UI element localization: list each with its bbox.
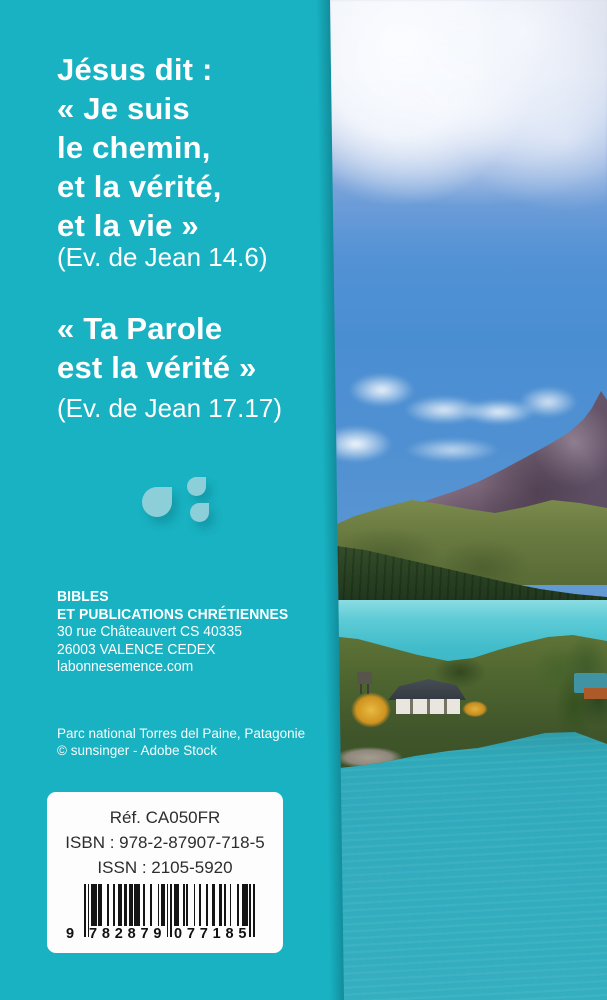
quote-line: « Ta Parole [57, 311, 223, 346]
reference-number: Réf. CA050FR [109, 808, 221, 827]
quote-line: « Je suis [57, 91, 190, 126]
quote-reference: (Ev. de Jean 14.6) [57, 242, 268, 272]
logo-drop-small-bottom-icon [190, 503, 209, 522]
reference-info-box [47, 792, 283, 953]
issn-number: ISSN : 2105-5920 [97, 858, 233, 877]
quote-line: et la vérité, [57, 169, 222, 204]
publisher-block [57, 589, 288, 677]
barcode-digits-left-group: 782879 [89, 926, 167, 942]
isbn-number: ISBN : 978-2-87907-718-5 [65, 833, 265, 852]
photo-yellow-bush [458, 698, 492, 720]
quote-line: le chemin, [57, 130, 211, 165]
publisher-name: ET PUBLICATIONS CHRÉTIENNES [57, 606, 289, 623]
ean13-barcode [66, 884, 274, 940]
publisher-address: 26003 VALENCE CEDEX [57, 641, 216, 658]
photo-credit-location: Parc national Torres del Paine, Patagonie [57, 726, 306, 741]
logo-drop-large-icon [142, 487, 172, 517]
bible-quote-john-14-6 [57, 50, 222, 245]
logo-drop-small-top-icon [187, 477, 206, 496]
quote-reference: (Ev. de Jean 17.17) [57, 393, 282, 423]
quote-line: et la vie » [57, 208, 199, 243]
photo-cloud-mass [330, 0, 607, 250]
barcode-digits-right-group: 077185 [174, 926, 252, 942]
publisher-website: labonnesemence.com [57, 659, 194, 676]
quote-line: est la vérité » [57, 350, 257, 385]
quote-line: Jésus dit : [57, 52, 213, 87]
photo-water-tower [357, 672, 372, 694]
barcode-digits [66, 926, 274, 940]
publisher-address: 30 rue Châteauvert CS 40335 [57, 624, 242, 641]
barcode-digit-left: 9 [66, 926, 75, 942]
publisher-name: BIBLES [57, 589, 109, 605]
photo-orange-building [584, 688, 607, 699]
bible-quote-john-17-17 [57, 309, 256, 387]
photo-credit-author: © sunsinger - Adobe Stock [57, 742, 218, 758]
photo-credit [57, 726, 305, 759]
photo-house-wall [396, 699, 460, 714]
